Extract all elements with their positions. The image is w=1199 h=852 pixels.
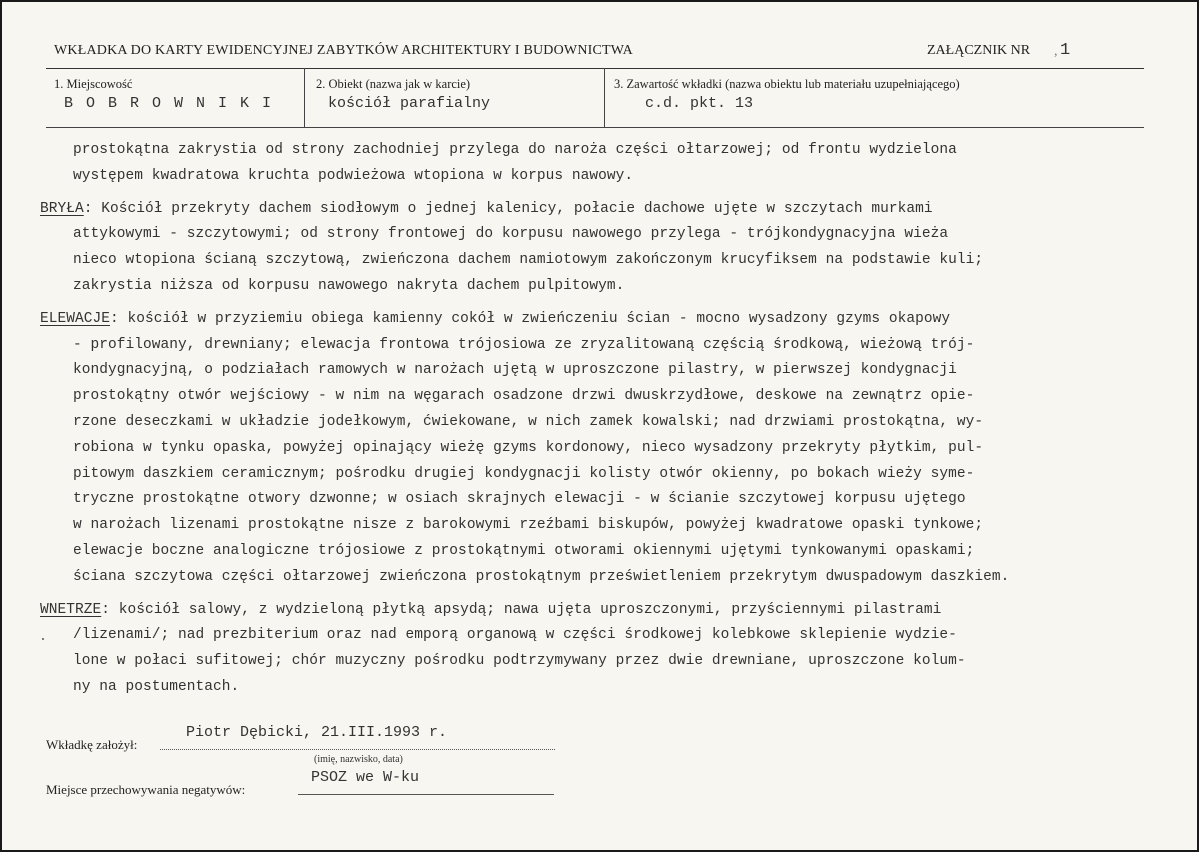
object-value: kościół parafialny — [328, 95, 491, 112]
text-line: pitowym daszkiem ceramicznym; pośrodku drugiej kondygnacji kolisty otwór okienny, po bokach wieży syme- — [73, 465, 975, 482]
object-label: 2. Obiekt (nazwa jak w karcie) — [316, 77, 471, 91]
founder-hint: (imię, nazwisko, data) — [314, 754, 403, 765]
founder-label: Wkładkę założył: — [46, 737, 138, 752]
text-line: występem kwadratowa kruchta podwieżowa wtopiona w korpus nawowy. — [73, 167, 634, 184]
header-rule — [46, 68, 1144, 69]
section-bryla-first-line — [40, 197, 1150, 223]
description-body — [40, 138, 1150, 701]
text-line: ny na postumentach. — [73, 678, 240, 695]
text-line: - profilowany, drewniany; elewacja frontowa trójosiowa ze zryzalitowaną częścią środkową, wieżową trój- — [73, 336, 975, 353]
text-line: ściana szczytowa części ołtarzowej zwieńczona prostokątnym prześwietleniem przekrytym dwuspadowym daszkiem. — [73, 568, 1010, 585]
text-line: : kościół salowy, z wydzieloną płytką apsydą; nawa ujęta uproszczonymi, przyściennymi pilastrami — [101, 601, 942, 618]
content-value: c.d. pkt. 13 — [645, 95, 754, 112]
text-line: nieco wtopiona ścianą szczytową, zwieńczona dachem namiotowym zakończonym krucyfiksem na podstawie kuli; — [73, 252, 984, 269]
text-line: prostokątna zakrystia od strony zachodniej przylega do naroża części ołtarzowej; od frontu wydzielona — [73, 142, 957, 158]
text-line: attykowymi - szczytowymi; od strony frontowej do korpusu nawowego przylega - trójkondygnacyjna wieża — [73, 226, 949, 243]
column-divider — [604, 68, 605, 128]
founder-value: Piotr Dębicki, 21.III.1993 r. — [186, 724, 448, 741]
text-line: elewacje boczne analogiczne trójosiowe z prostokątnymi otworami okiennymi ujętymi tynkowanymi opaskami; — [73, 542, 975, 559]
form-title: WKŁADKA DO KARTY EWIDENCYJNEJ ZABYTKÓW ARCHITEKTURY I BUDOWNICTWA — [54, 43, 633, 58]
text-line: w narożach lizenami prostokątne nisze z barokowymi rzeźbami biskupów, powyżej kwadratowe opaski tynkowe; — [73, 517, 984, 534]
text-line: : kościół w przyziemiu obiega kamienny cokół w zwieńczeniu ścian - mocno wysadzony gzyms okapowy — [110, 310, 951, 327]
section-heading-wnetrze: WNETRZE — [40, 601, 102, 618]
founder-dotted-line — [160, 749, 555, 750]
text-line: zakrystia niższa od korpusu nawowego nakryta dachem pulpitowym. — [73, 277, 625, 294]
annex-number: 1 — [1060, 41, 1071, 60]
paper-speck — [42, 638, 44, 640]
storage-line — [298, 794, 554, 795]
text-line: kondygnacyjną, o podziałach ramowych w narożach ujętą w uproszczone pilastry, w pierwszej kondygnacji — [73, 362, 957, 379]
section-elewacje-first-line — [40, 307, 1150, 333]
section-heading-elewacje: ELEWACJE — [40, 310, 111, 327]
content-label: 3. Zawartość wkładki (nazwa obiektu lub materiału uzupełniającego) — [614, 77, 960, 91]
text-line: prostokątny otwór wejściowy - w nim na węgarach osadzone drzwi dwuskrzydłowe, deskowe na zewnątrz opie- — [73, 388, 975, 405]
fields-rule — [46, 127, 1144, 128]
text-line: robiona w tynku opaska, powyżej opinający wieżę gzyms kordonowy, nieco wysadzony przekryty płytkim, pul- — [73, 439, 984, 456]
text-line: rzone deseczkami w układzie jodełkowym, ćwiekowane, w nich zamek kowalski; nad drzwiami prostokątna, wy- — [73, 413, 984, 430]
locality-value: B O B R O W N I K I — [64, 95, 274, 112]
text-line: /lizenami/; nad prezbiterium oraz nad emporą organową w części środkowej kolebkowe sklepienie wydzie- — [73, 627, 957, 644]
text-line: : Kościół przekryty dachem siodłowym o jednej kalenicy, połacie dachowe ujęte w szczytach murkami — [83, 200, 933, 217]
locality-label: 1. Miejscowość — [54, 77, 133, 91]
text-line: lone w połaci sufitowej; chór muzyczny pośrodku podtrzymywany przez dwie drewniane, uproszczone kolum- — [73, 653, 966, 670]
section-wnetrze-first-line — [40, 598, 1150, 624]
annex-label: ZAŁĄCZNIK NR — [927, 43, 1031, 58]
storage-label: Miejsce przechowywania negatywów: — [46, 782, 246, 797]
column-divider — [304, 68, 305, 128]
section-heading-bryla: BRYŁA — [40, 200, 84, 217]
storage-value: PSOZ we W-ku — [311, 769, 420, 786]
text-line: tryczne prostokątne otwory dzwonne; w osiach skrajnych elewacji - w ścianie szczytowej korpusu ujętego — [73, 491, 966, 508]
annex-mark: , — [1054, 44, 1058, 59]
